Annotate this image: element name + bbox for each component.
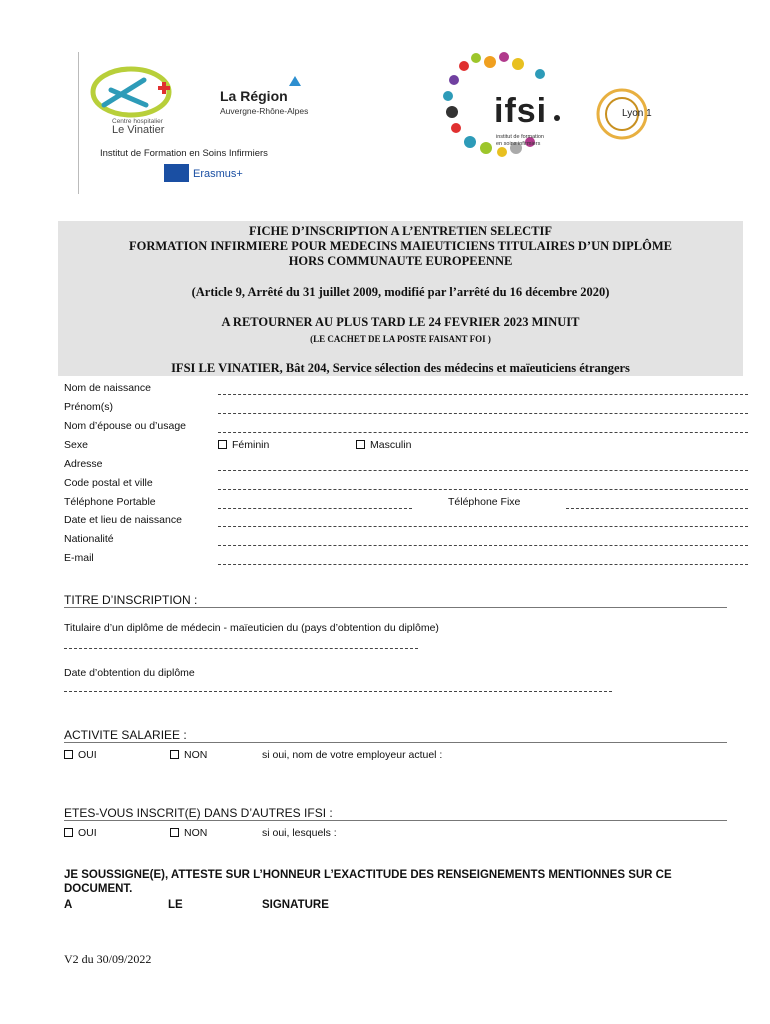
version-footer: V2 du 30/09/2022 [64,952,152,966]
checkbox-icon [356,440,365,449]
label-code-postal: Code postal et ville [64,477,153,489]
checkbox-feminin[interactable] [218,439,269,451]
hospital-small: Centre hospitalier [112,118,163,125]
field-nom[interactable] [218,394,748,395]
eu-flag-icon [164,164,189,182]
region-sub: Auvergne-Rhône-Alpes [220,106,309,116]
field-date-obtention[interactable] [64,691,612,692]
field-tel-fixe[interactable] [566,508,748,509]
label-nom: Nom de naissance [64,382,151,394]
date-obtention-label: Date d’obtention du diplôme [64,667,195,679]
masculin-label: Masculin [370,439,412,451]
feminin-label: Féminin [232,439,270,451]
region-name: La Région [220,88,288,104]
ifsi-sub2: en soins infirmiers [496,141,541,147]
checkbox-icon [64,828,73,837]
field-code-postal[interactable] [218,489,748,490]
activite-oui-checkbox[interactable] [64,749,97,761]
autres-ifsi-si-oui: si oui, lesquels : [262,827,337,839]
ifsi-address: IFSI LE VINATIER, Bât 204, Service sélection des médecins et maïeuticiens étrangers [171,361,630,375]
autres-ifsi-non-label: NON [184,827,208,839]
ifsi-sub1: institut de formation [496,134,544,140]
deadline: A RETOURNER AU PLUS TARD LE 24 FEVRIER 2023 MINUIT [221,315,580,329]
label-adresse: Adresse [64,458,103,470]
label-nationalite: Nationalité [64,533,114,545]
activite-si-oui: si oui, nom de votre employeur actuel : [262,749,443,761]
label-tel-fixe: Téléphone Fixe [448,496,521,508]
institute-name: Institut de Formation en Soins Infirmiers [100,148,268,159]
autres-ifsi-oui-label: OUI [78,827,97,839]
erasmus-label: Erasmus+ [193,168,243,180]
label-tel-portable: Téléphone Portable [64,496,156,508]
label-date-lieu: Date et lieu de naissance [64,514,182,526]
title-line-1: FICHE D’INSCRIPTION A L’ENTRETIEN SELECTIF [248,224,553,238]
field-adresse[interactable] [218,470,748,471]
field-nom-epouse[interactable] [218,432,748,433]
declaration-text: JE SOUSSIGNE(E), ATTESTE SUR L’HONNEUR L’EXACTITUDE DES RENSEIGNEMENTS MENTIONNES SUR CE DOCUMENT. [64,869,672,895]
ifsi-wordmark: ifsi [494,92,548,130]
titre-rule [64,607,727,608]
activite-non-checkbox[interactable] [170,749,207,761]
ifsi-lyon-logo [436,48,666,180]
field-tel-portable[interactable] [218,508,412,509]
field-date-lieu[interactable] [218,526,748,527]
header-divider [78,52,79,194]
article-reference: (Article 9, Arrêté du 31 juillet 2009, modifié par l’arrêté du 16 décembre 2020) [191,285,610,299]
field-email[interactable] [218,564,748,565]
field-prenom[interactable] [218,413,748,414]
declaration-le: LE [168,899,183,911]
checkbox-icon [64,750,73,759]
diplome-label: Titulaire d’un diplôme de médecin - maïeuticien du (pays d’obtention du diplôme) [64,622,439,634]
field-nationalite[interactable] [218,545,748,546]
field-pays-diplome[interactable] [64,648,418,649]
autres-ifsi-rule [64,820,727,821]
vinatier-logo [86,60,316,196]
activite-heading: ACTIVITE SALARIEE : [64,728,187,742]
lyon-label: Lyon 1 [622,108,652,119]
autres-ifsi-heading: ETES-VOUS INSCRIT(E) DANS D’AUTRES IFSI : [64,806,333,820]
activite-rule [64,742,727,743]
hospital-name: Le Vinatier [112,124,165,136]
autres-ifsi-non-checkbox[interactable] [170,827,207,839]
title-line-3: HORS COMMUNAUTE EUROPEENNE [288,254,513,268]
declaration-signature: SIGNATURE [262,899,329,911]
titre-heading: TITRE D’INSCRIPTION : [64,593,198,607]
label-nom-epouse: Nom d’épouse ou d’usage [64,420,187,432]
checkbox-icon [218,440,227,449]
title-block [58,221,743,376]
label-email: E-mail [64,552,94,564]
checkbox-icon [170,750,179,759]
title-line-2: FORMATION INFIRMIERE POUR MEDECINS MAIEUTICIENS TITULAIRES D’UN DIPLÔME [129,239,672,253]
label-prenom: Prénom(s) [64,401,114,413]
declaration-a: A [64,899,73,911]
checkbox-masculin[interactable] [356,439,411,451]
activite-non-label: NON [184,749,208,761]
cachet-note: (LE CACHET DE LA POSTE FAISANT FOI ) [310,334,491,344]
autres-ifsi-oui-checkbox[interactable] [64,827,97,839]
label-sexe: Sexe [64,439,88,451]
checkbox-icon [170,828,179,837]
activite-oui-label: OUI [78,749,97,761]
